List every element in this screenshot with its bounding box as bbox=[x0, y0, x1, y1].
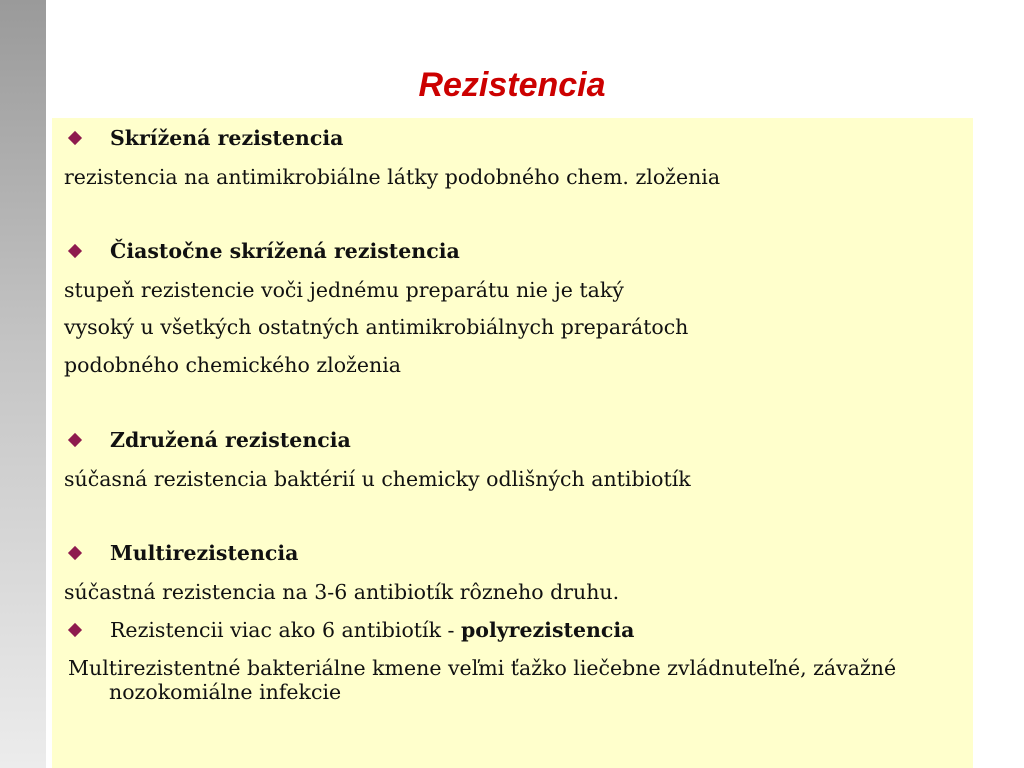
bullet-bold-term: polyrezistencia bbox=[460, 618, 635, 642]
body-text-closing: Multirezistentné bakteriálne kmene veľmi ťažko liečebne zvládnuteľné, závažné nozokomiálne infekcie bbox=[68, 656, 897, 704]
bullet-heading: Združená rezistencia bbox=[110, 428, 351, 452]
content-box bbox=[52, 118, 973, 768]
bullet-item-multiresistance bbox=[70, 541, 298, 565]
left-decorative-bar bbox=[0, 0, 46, 768]
diamond-bullet-icon bbox=[68, 244, 82, 258]
body-text: stupeň rezistencie voči jednému preparátu nie je taký bbox=[64, 278, 624, 302]
diamond-bullet-icon bbox=[68, 433, 82, 447]
body-text: rezistencia na antimikrobiálne látky podobného chem. zloženia bbox=[64, 165, 721, 189]
bullet-text: Rezistencii viac ako 6 antibiotík - bbox=[110, 618, 461, 642]
body-text: vysoký u všetkých ostatných antimikrobiálnych preparátoch bbox=[64, 315, 689, 339]
diamond-bullet-icon bbox=[68, 131, 82, 145]
bullet-item-associated-resistance bbox=[70, 428, 351, 452]
diamond-bullet-icon bbox=[68, 546, 82, 560]
bullet-heading: Skrížená rezistencia bbox=[110, 126, 344, 150]
diamond-bullet-icon bbox=[68, 623, 82, 637]
bullet-heading: Čiastočne skrížená rezistencia bbox=[110, 239, 460, 263]
body-text: podobného chemického zloženia bbox=[64, 353, 401, 377]
bullet-item-partial-crossed-resistance bbox=[70, 239, 460, 263]
slide-title: Rezistencia bbox=[418, 66, 606, 104]
body-text: súčastná rezistencia na 3-6 antibiotík rôzneho druhu. bbox=[64, 580, 620, 604]
body-text: súčasná rezistencia baktérií u chemicky odlišných antibiotík bbox=[64, 467, 691, 491]
bullet-item-polyresistance bbox=[70, 618, 634, 642]
bullet-heading: Multirezistencia bbox=[110, 541, 299, 565]
bullet-item-crossed-resistance bbox=[70, 126, 343, 150]
